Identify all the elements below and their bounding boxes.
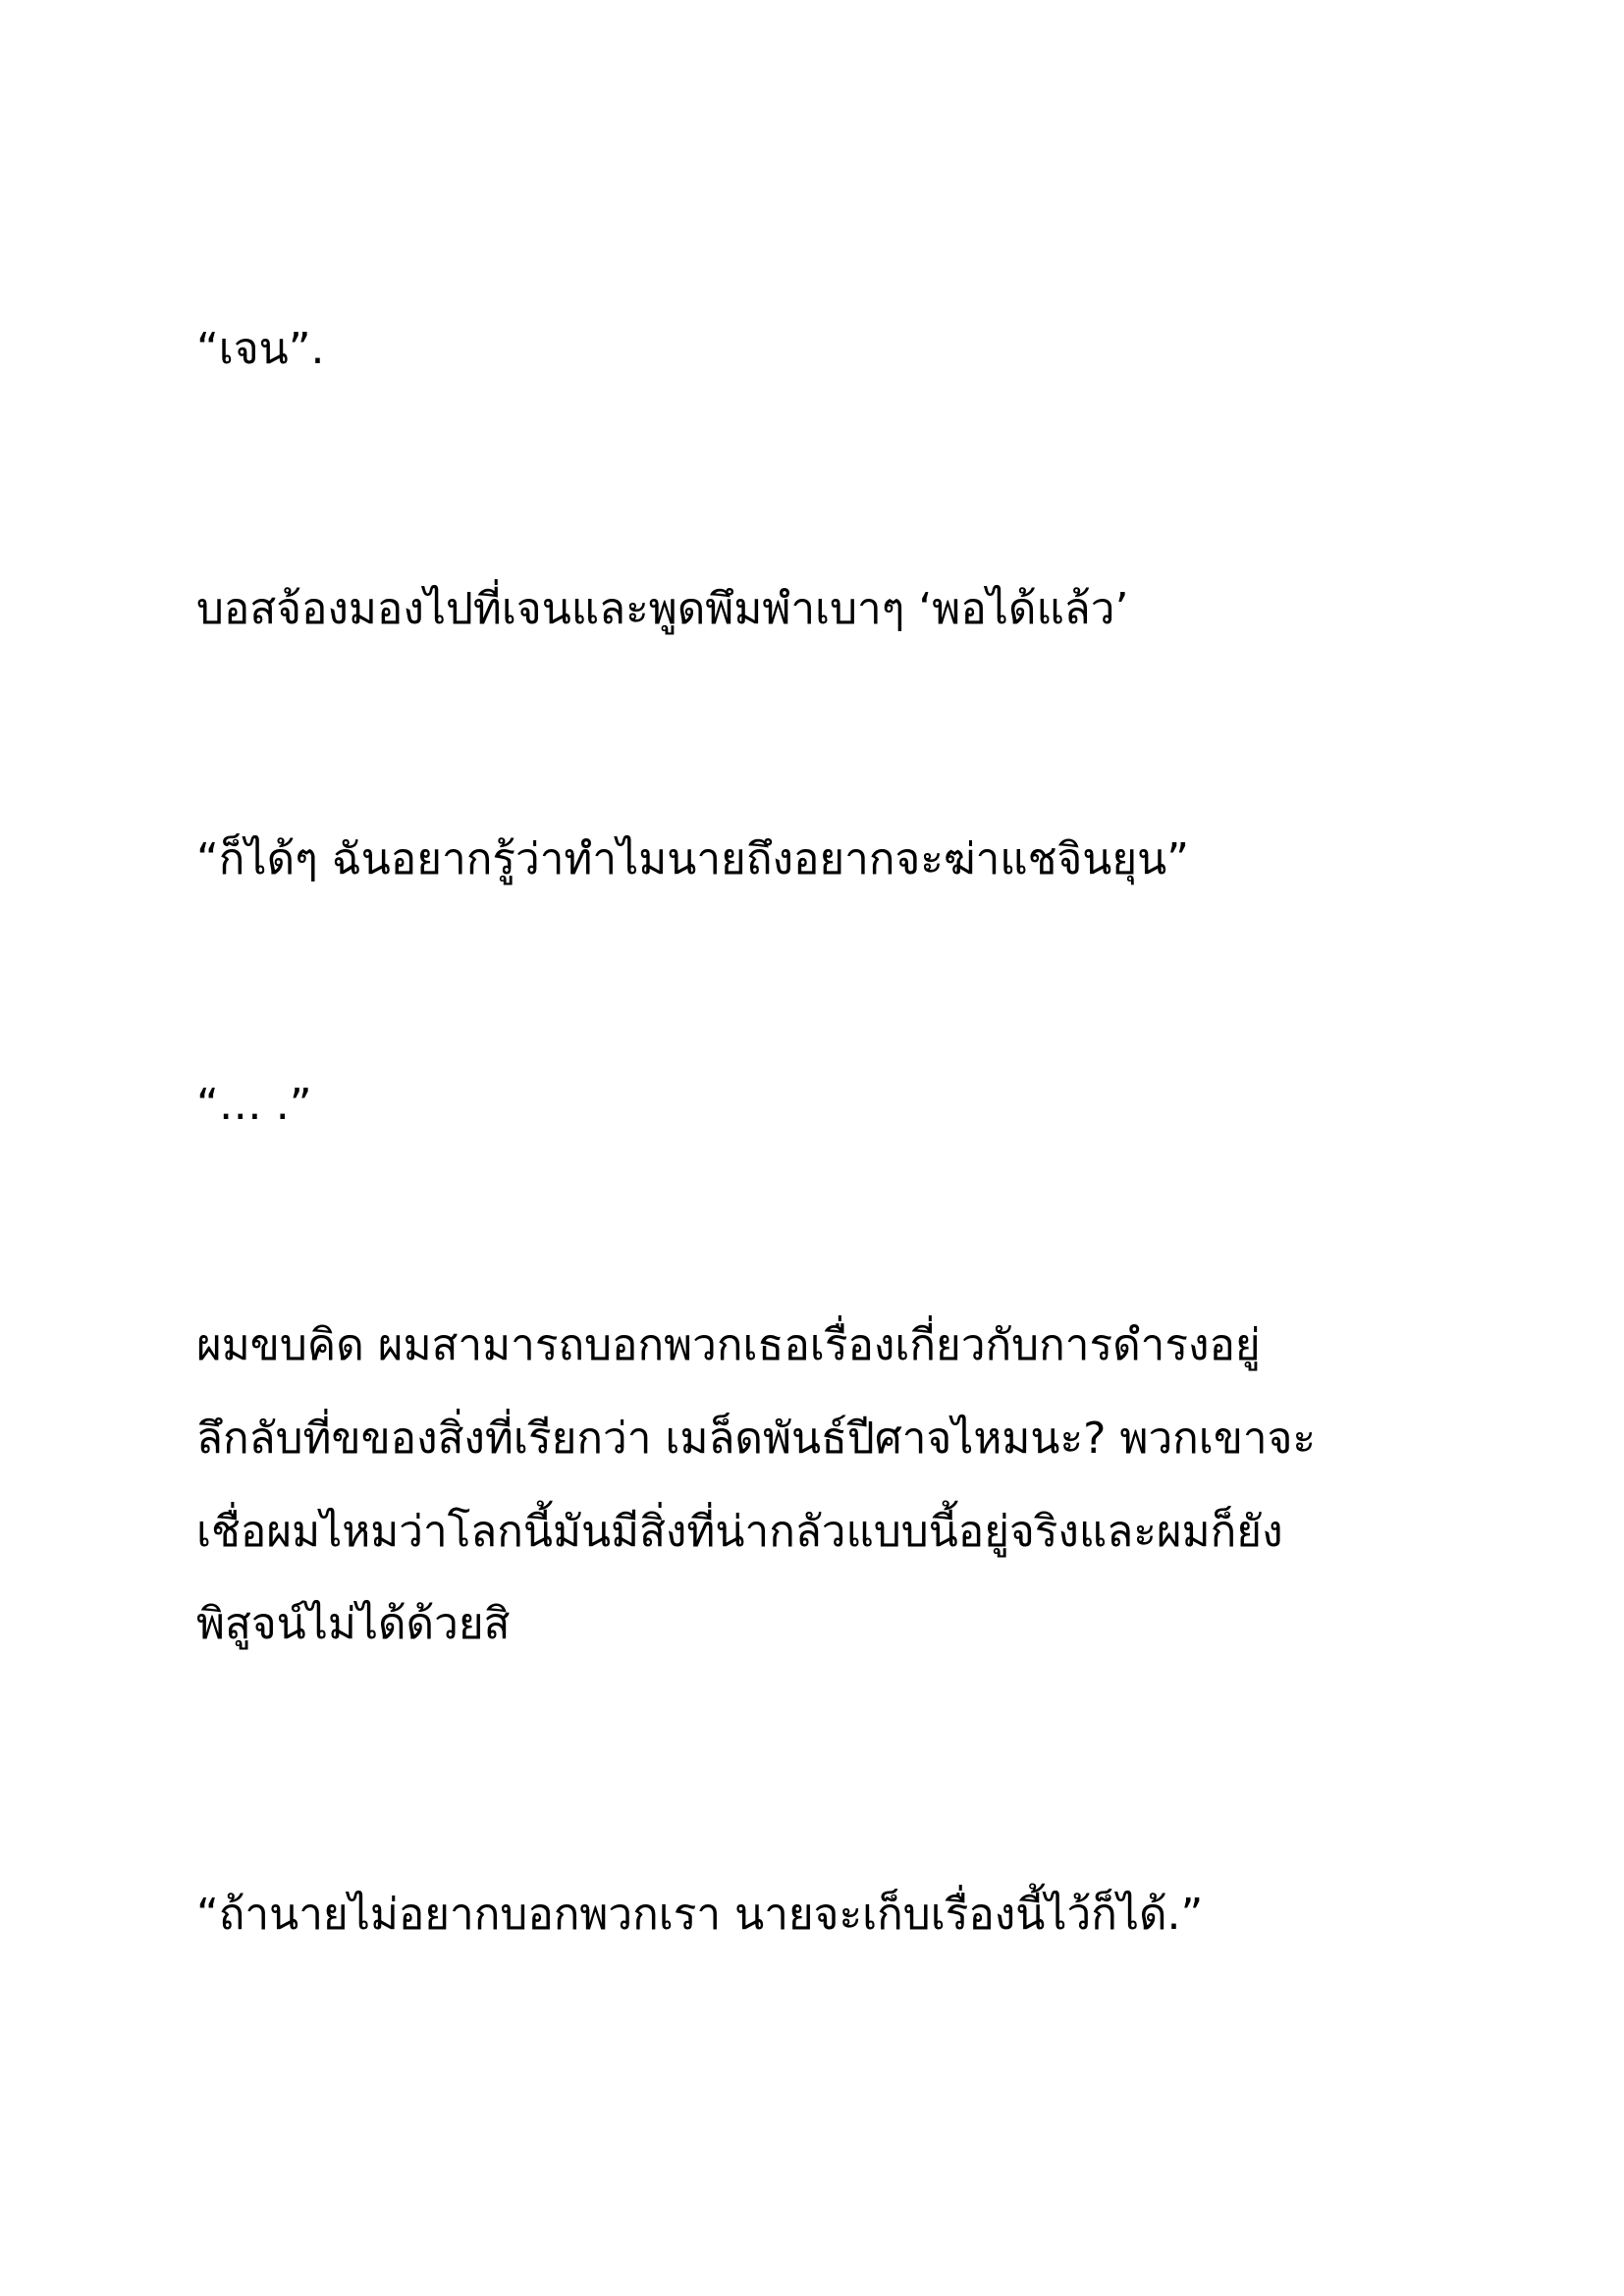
paragraph-line: พิสูจน์ไม่ได้ด้วยสิ	[196, 1599, 511, 1650]
narration-paragraph	[196, 1320, 1424, 1651]
dialogue-paragraph: “ก็ได้ๆ ฉันอยากรู้ว่าทำไมนายถึงอยากจะฆ่าแชจินยุน”	[196, 834, 1190, 884]
paragraph-line: ผมขบคิด ผมสามารถบอกพวกเธอเรื่องเกี่ยวกับการดำรงอยู่	[196, 1320, 1261, 1370]
dialogue-paragraph: “ถ้านายไม่อยากบอกพวกเรา นายจะเก็บเรื่องนี้ไว้ก็ได้.”	[196, 1890, 1204, 1940]
dialogue-paragraph: “… .”	[196, 1080, 312, 1130]
paragraph-line: ลึกลับที่ขของสิ่งที่เรียกว่า เมล็ดพันธ์ปีศาจไหมนะ? พวกเขาจะ	[196, 1413, 1317, 1464]
narration-paragraph: บอสจ้องมองไปที่เจนและพูดพึมพำเบาๆ ‘พอได้แล้ว’	[196, 584, 1129, 634]
dialogue-paragraph: “เจน”.	[196, 324, 325, 374]
paragraph-line: เชื่อผมไหมว่าโลกนี้มันมีสิ่งที่น่ากลัวแบบนี้อยู่จริงและผมก็ยัง	[196, 1506, 1283, 1557]
